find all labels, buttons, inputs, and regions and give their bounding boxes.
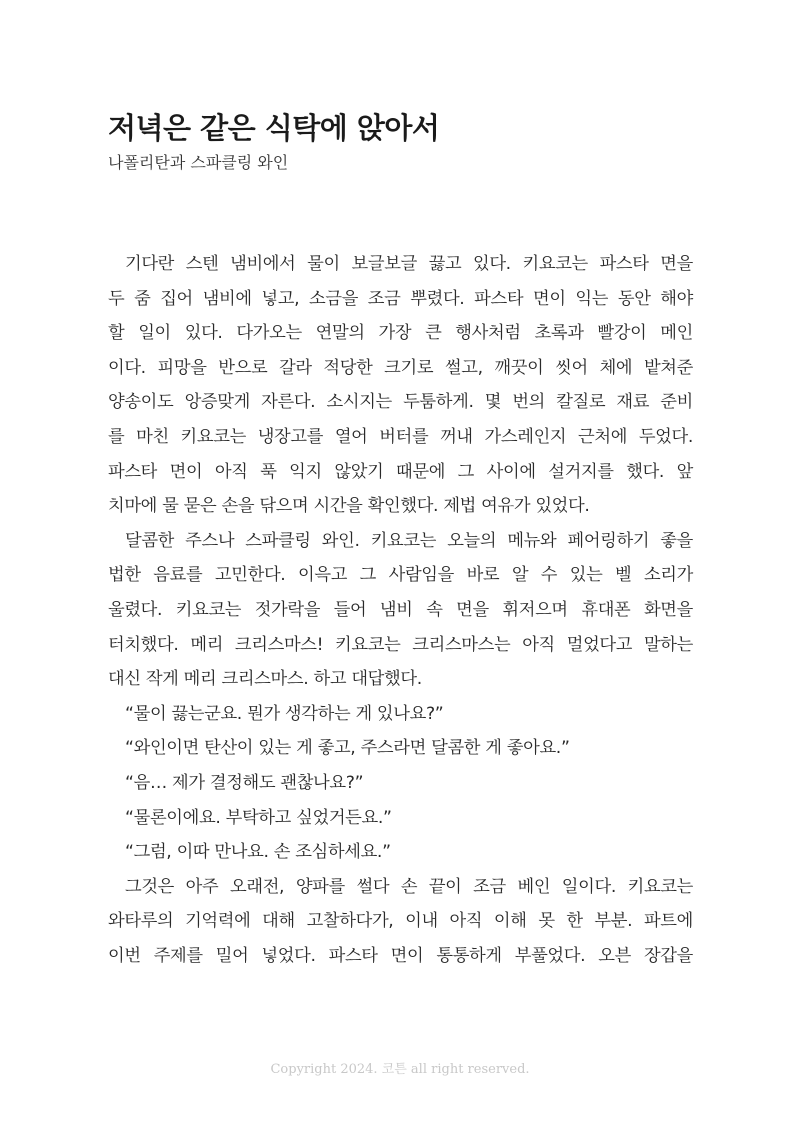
text-line: 터치했다. 메리 크리스마스! 키요코는 크리스마스는 아직 멀었다고 말하는 bbox=[108, 634, 693, 655]
story-body bbox=[108, 247, 693, 973]
text-line: 기다란 스텐 냄비에서 물이 보글보글 끓고 있다. 키요코는 파스타 면을 bbox=[125, 254, 693, 274]
text-line: 울렸다. 키요코는 젓가락을 들어 냄비 속 면을 휘저으며 휴대폰 화면을 bbox=[108, 599, 693, 620]
copyright-footer: Copyright 2024. 코튼 all right reserved. bbox=[270, 1062, 530, 1077]
text-line: 달콤한 주스나 스파클링 와인. 키요코는 오늘의 메뉴와 페어링하기 좋을 bbox=[125, 530, 693, 551]
text-line: 그것은 아주 오래전, 양파를 썰다 손 끝이 조금 베인 일이다. 키요코는 bbox=[125, 876, 693, 897]
dialogue-line: “물이 끓는군요. 뭔가 생각하는 게 있나요?” bbox=[125, 703, 444, 724]
dialogue-line: “그럼, 이따 만나요. 손 조심하세요.” bbox=[125, 842, 391, 863]
dialogue-line: “물론이에요. 부탁하고 싶었거든요.” bbox=[125, 807, 392, 828]
text-line: 치마에 물 묻은 손을 닦으며 시간을 확인했다. 제법 여유가 있었다. bbox=[108, 496, 590, 517]
text-line: 를 마친 키요코는 냉장고를 열어 버터를 꺼내 가스레인지 근처에 두었다. bbox=[108, 426, 693, 447]
text-line: 파스타 면이 아직 푹 익지 않았기 때문에 그 사이에 설거지를 했다. 앞 bbox=[108, 461, 693, 482]
text-line: 법한 음료를 고민한다. 이윽고 그 사람임을 바로 알 수 있는 벨 소리가 bbox=[108, 565, 693, 586]
page-subtitle: 나폴리탄과 스파클링 와인 bbox=[108, 153, 289, 172]
dialogue-line: “음… 제가 결정해도 괜찮나요?” bbox=[125, 772, 364, 793]
text-line: 양송이도 앙증맞게 자른다. 소시지는 두툼하게. 몇 번의 칼질로 재료 준비 bbox=[108, 392, 693, 413]
text-line: 대신 작게 메리 크리스마스. 하고 대답했다. bbox=[108, 669, 422, 690]
text-line: 할 일이 있다. 다가오는 연말의 가장 큰 행사처럼 초록과 빨강이 메인 bbox=[108, 323, 693, 344]
text-line: 와타루의 기억력에 대해 고찰하다가, 이내 아직 이해 못 한 부분. 파트에 bbox=[108, 911, 693, 932]
text-line: 두 줌 집어 냄비에 넣고, 소금을 조금 뿌렸다. 파스타 면이 익는 동안 해야 bbox=[108, 288, 693, 309]
page-title: 저녁은 같은 식탁에 앉아서 bbox=[108, 111, 440, 145]
dialogue-line: “와인이면 탄산이 있는 게 좋고, 주스라면 달콤한 게 좋아요.” bbox=[125, 738, 570, 759]
text-line: 이다. 피망을 반으로 갈라 적당한 크기로 썰고, 깨끗이 씻어 체에 밭쳐준 bbox=[108, 357, 693, 378]
text-line: 이번 주제를 밀어 넣었다. 파스타 면이 통통하게 부풀었다. 오븐 장갑을 bbox=[108, 945, 693, 966]
